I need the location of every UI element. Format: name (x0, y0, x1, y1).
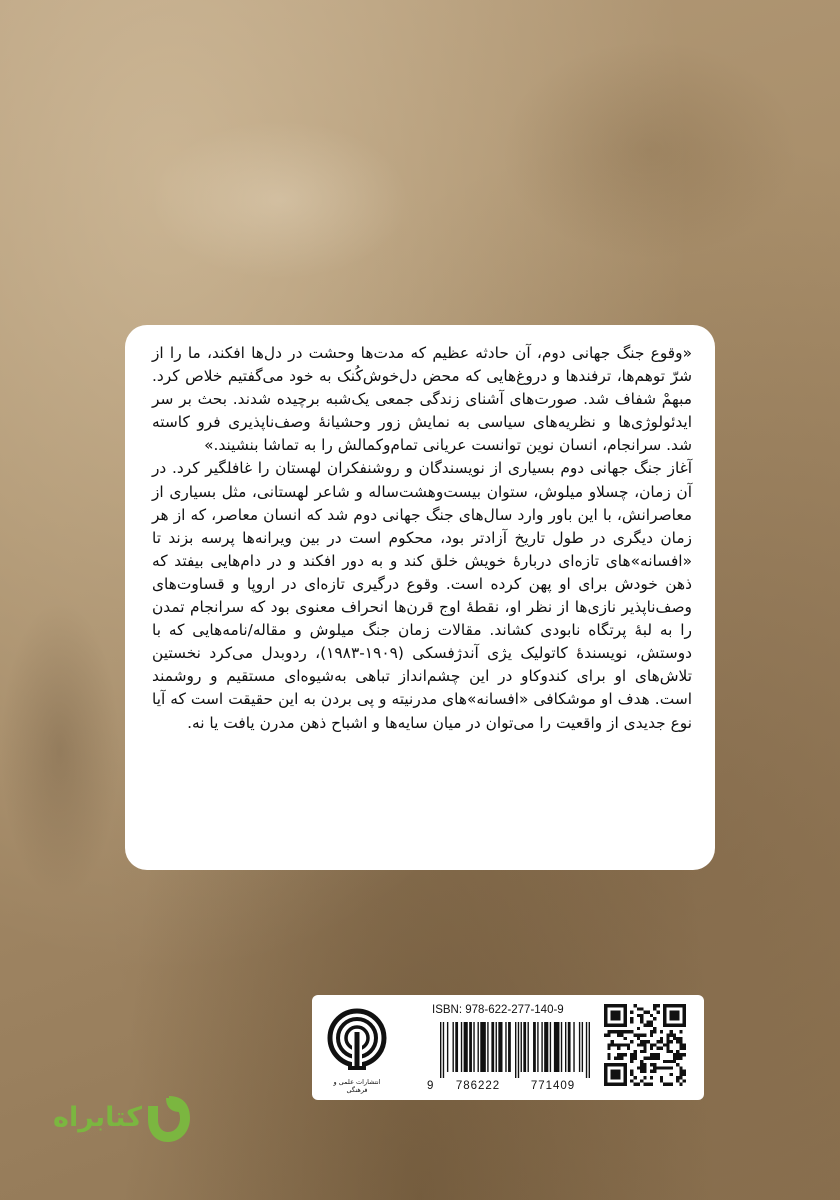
qr-module (620, 1043, 623, 1046)
qr-module (643, 1050, 646, 1053)
qr-module (637, 1007, 640, 1010)
barcode-bar (508, 1022, 511, 1072)
qr-module (650, 1024, 653, 1027)
qr-module (643, 1024, 646, 1027)
qr-module (679, 1073, 682, 1076)
qr-module (663, 1083, 666, 1086)
qr-module (666, 1066, 669, 1069)
qr-module (624, 1043, 627, 1046)
qr-module (643, 1047, 646, 1050)
qr-module (653, 1027, 656, 1030)
qr-module (660, 1079, 663, 1082)
qr-module (640, 1043, 643, 1046)
barcode-bar (521, 1022, 522, 1072)
qr-module (670, 1034, 673, 1037)
qr-module (666, 1040, 669, 1043)
barcode-digits-left: 786222 (455, 1080, 501, 1092)
qr-module (660, 1076, 663, 1079)
barcode-bar (554, 1022, 560, 1072)
qr-module (653, 1056, 656, 1059)
qr-module (617, 1053, 620, 1056)
barcode (440, 1022, 590, 1078)
qr-module (676, 1040, 679, 1043)
barcode-bar (550, 1022, 551, 1072)
qr-module (640, 1066, 643, 1069)
qr-module (620, 1030, 623, 1033)
barcode-bar (440, 1022, 441, 1078)
qr-module (604, 1034, 607, 1037)
qr-module (670, 1040, 673, 1043)
qr-module (656, 1053, 659, 1056)
qr-module (650, 1053, 653, 1056)
qr-module (660, 1030, 663, 1033)
qr-module (640, 1060, 643, 1063)
qr-module (620, 1053, 623, 1056)
qr-module (660, 1066, 663, 1069)
qr-module (607, 1043, 610, 1046)
qr-module (643, 1076, 646, 1079)
qr-module (634, 1034, 637, 1037)
qr-module (643, 1083, 646, 1086)
qr-module (643, 1034, 646, 1037)
qr-module (653, 1030, 656, 1033)
barcode-bar (528, 1022, 529, 1072)
qr-module (670, 1030, 673, 1033)
qr-module (624, 1053, 627, 1056)
qr-module (666, 1060, 669, 1063)
qr-module (640, 1070, 643, 1073)
qr-module (630, 1079, 633, 1082)
qr-module (679, 1043, 682, 1046)
qr-module (640, 1014, 643, 1017)
qr-module (643, 1040, 646, 1043)
qr-module (650, 1043, 653, 1046)
qr-module (653, 1017, 656, 1020)
qr-module (607, 1056, 610, 1059)
qr-module (630, 1060, 633, 1063)
qr-module (650, 1020, 653, 1023)
qr-module (614, 1043, 617, 1046)
qr-module (643, 1056, 646, 1059)
qr-module (679, 1047, 682, 1050)
qr-module (666, 1083, 669, 1086)
barcode-bar (478, 1022, 479, 1072)
qr-module (663, 1060, 666, 1063)
qr-module (634, 1076, 637, 1079)
qr-module (676, 1037, 679, 1040)
qr-module (634, 1056, 637, 1059)
qr-module (640, 1050, 643, 1053)
qr-module (683, 1079, 686, 1082)
qr-module (663, 1043, 666, 1046)
qr-module (683, 1070, 686, 1073)
paper-texture-shadow-left (0, 600, 120, 900)
blurb-body: آغاز جنگ جهانی دوم بسیاری از نویسندگان و روشنفکران لهستان را غافلگیر کرد. در آن زمان، چسلاو میلوش، ستوان بیست‌وهشت‌ساله و شاعر لهستانی، مثل بسیاری از معاصرانش، با این باور وارد سال‌های جنگ جهانی دوم شد که انسان معاصر، که از هر زمان دیگری در طول تاریخ آزادتر بود، محکوم است در بین ویرانه‌ها پرسه بزند تا «افسانه»های تازه‌ای دربارهٔ خویش خلق کند و به دور افکند و در دام‌هایی بیفتد که ذهن خودش برای او پهن کرده است. وقوع درگیری تازه‌ای در اروپا و قساوت‌های وصف‌ناپذیر نازی‌ها از نظر او، نقطهٔ اوج قرن‌ها انحراف معنوی بود که سرانجام تمدن را به لبهٔ پرتگاه نابودی کشاند. مقالات زمان جنگ میلوش و مقاله/نامه‌هایی که با دوستش، نویسندهٔ کاتولیک یژی آندژفسکی (۱۹۰۹-۱۹۸۳)، ردوبدل می‌کرد نخستین تلاش‌های او برای کندوکاو در این چشم‌انداز تباهی به‌شیوه‌ای مستقیم و روشمند است. هدف او موشکافی «افسانه»های مدرنیته و پی بردن به این حقیقت است که آیا نوع جدیدی از واقعیت را می‌توان در میان سایه‌ها و اشباح ذهن مدرن یافت یا نه. (152, 459, 692, 732)
qr-module (630, 1056, 633, 1059)
publisher-name: انتشارات علمی و فرهنگی (333, 1078, 381, 1094)
barcode-bar (447, 1022, 448, 1072)
qr-module (660, 1037, 663, 1040)
qr-module (650, 1030, 653, 1033)
qr-module (666, 1043, 669, 1046)
qr-module (607, 1047, 610, 1050)
barcode-bar (518, 1022, 519, 1078)
barcode-bar (541, 1022, 542, 1072)
qr-module (650, 1070, 653, 1073)
qr-module (611, 1030, 614, 1033)
barcode-bar (533, 1022, 536, 1072)
qr-module (634, 1050, 637, 1053)
qr-module (670, 1083, 673, 1086)
ketabrah-logo-icon (146, 1094, 192, 1144)
qr-module (640, 1079, 643, 1082)
qr-module (673, 1034, 676, 1037)
qr-module (617, 1034, 620, 1037)
qr-module (630, 1020, 633, 1023)
qr-module (656, 1066, 659, 1069)
qr-module (666, 1050, 669, 1053)
barcode-bar (469, 1022, 472, 1072)
qr-module (627, 1043, 630, 1046)
qr-module (670, 1050, 673, 1053)
qr-module (650, 1083, 653, 1086)
qr-module (647, 1083, 650, 1086)
barcode-bar (461, 1022, 462, 1072)
barcode-bar (473, 1022, 474, 1072)
barcode-bar (453, 1022, 454, 1072)
qr-module (630, 1053, 633, 1056)
qr-module (653, 1043, 656, 1046)
isbn-number: ISBN: 978-622-277-140-9 (432, 1004, 564, 1016)
qr-module (637, 1014, 640, 1017)
qr-module (679, 1040, 682, 1043)
qr-module (650, 1056, 653, 1059)
qr-module (679, 1053, 682, 1056)
barcode-bar (491, 1022, 494, 1072)
qr-module (630, 1073, 633, 1076)
qr-module (683, 1043, 686, 1046)
qr-module (663, 1066, 666, 1069)
qr-module (617, 1030, 620, 1033)
qr-module (653, 1007, 656, 1010)
qr-module (643, 1063, 646, 1066)
qr-module (666, 1037, 669, 1040)
qr-module (643, 1043, 646, 1046)
qr-module (624, 1030, 627, 1033)
qr-module (679, 1070, 682, 1073)
qr-module (627, 1030, 630, 1033)
qr-module (637, 1037, 640, 1040)
qr-module (647, 1056, 650, 1059)
qr-module (670, 1011, 680, 1021)
barcode-bar (561, 1022, 562, 1072)
barcode-digit-lead: 9 (427, 1080, 434, 1092)
qr-module (617, 1056, 620, 1059)
qr-module (643, 1070, 646, 1073)
barcode-bar (573, 1022, 574, 1072)
qr-module (679, 1030, 682, 1033)
qr-module (634, 1053, 637, 1056)
qr-module (660, 1047, 663, 1050)
barcode-bar (586, 1022, 587, 1078)
barcode-bar (544, 1022, 548, 1072)
barcode-bar (565, 1022, 566, 1072)
qr-module (670, 1066, 673, 1069)
qr-module (656, 1047, 659, 1050)
qr-module (679, 1037, 682, 1040)
qr-module (676, 1050, 679, 1053)
qr-module (676, 1053, 679, 1056)
qr-module (660, 1040, 663, 1043)
qr-module (650, 1014, 653, 1017)
qr-module (611, 1070, 621, 1080)
qr-module (647, 1024, 650, 1027)
qr-module (647, 1020, 650, 1023)
qr-module (617, 1047, 620, 1050)
qr-module (634, 1004, 637, 1007)
qr-module (640, 1017, 643, 1020)
barcode-bar (505, 1022, 506, 1072)
barcode-digits-right: 771409 (530, 1080, 576, 1092)
qr-module (673, 1056, 676, 1059)
qr-module (676, 1063, 679, 1066)
qr-module (640, 1034, 643, 1037)
qr-module (640, 1063, 643, 1066)
qr-module (607, 1053, 610, 1056)
qr-module (653, 1053, 656, 1056)
qr-module (650, 1034, 653, 1037)
qr-module (611, 1040, 614, 1043)
qr-module (647, 1040, 650, 1043)
qr-module (656, 1004, 659, 1007)
qr-module (666, 1047, 669, 1050)
qr-module (653, 1004, 656, 1007)
qr-module (683, 1073, 686, 1076)
barcode-bar (515, 1022, 516, 1078)
qr-module (683, 1053, 686, 1056)
qr-module (676, 1056, 679, 1059)
paper-texture-highlight (150, 120, 410, 280)
qr-module (614, 1030, 617, 1033)
paper-texture-shadow (500, 40, 800, 260)
qr-module (620, 1056, 623, 1059)
qr-module (673, 1060, 676, 1063)
qr-module (643, 1011, 646, 1014)
qr-module (653, 1070, 656, 1073)
qr-module (683, 1047, 686, 1050)
qr-module (637, 1027, 640, 1030)
qr-module (670, 1073, 673, 1076)
barcode-bar (487, 1022, 488, 1072)
barcode-bar (480, 1022, 486, 1072)
barcode-bar (464, 1022, 468, 1072)
qr-module (676, 1079, 679, 1082)
qr-module (650, 1047, 653, 1050)
qr-module (611, 1043, 614, 1046)
qr-module (679, 1056, 682, 1059)
qr-module (656, 1011, 659, 1014)
qr-module (637, 1034, 640, 1037)
qr-module (620, 1034, 623, 1037)
qr-module (650, 1076, 653, 1079)
qr-module (624, 1037, 627, 1040)
qr-module (617, 1043, 620, 1046)
qr-module (640, 1020, 643, 1023)
qr-module (656, 1056, 659, 1059)
ketabrah-wordmark: كتابراه (53, 1102, 142, 1133)
qr-module (637, 1066, 640, 1069)
barcode-bar (455, 1022, 458, 1072)
qr-module (640, 1040, 643, 1043)
qr-module (647, 1011, 650, 1014)
qr-module (640, 1007, 643, 1010)
qr-code-icon (604, 1004, 686, 1086)
barcode-bar (579, 1022, 580, 1072)
barcode-bar (523, 1022, 526, 1072)
qr-module (637, 1043, 640, 1046)
qr-module (607, 1034, 610, 1037)
back-cover-blurb (152, 342, 692, 735)
qr-module (676, 1076, 679, 1079)
qr-module (643, 1066, 646, 1069)
barcode-bar (496, 1022, 497, 1072)
qr-module (679, 1076, 682, 1079)
blurb-quote: «وقوع جنگ جهانی دوم، آن حادثه عظیم که مدت‌ها وحشت در دل‌ها افکند، ما را از شرّ توهم‌ها، ترفندها و دروغ‌هایی که محض دل‌خوش‌کُنک به خود می‌گفتیم خلاص کرد. مبهمْ شفاف شد. صورت‌های آشنای زندگی جمعی یک‌شبه برچیده شدند. بحث بر سر ایدئولوژی‌ها و نظریه‌های سیاسی به نمایش زور وحشیانهٔ وصف‌ناپذیری فرو کاسته شد. سرانجام، انسان نوین توانست عریانی تمام‌وکمالش را به تماشا بنشیند.» (152, 344, 692, 455)
barcode-bar (589, 1022, 590, 1078)
qr-module (630, 1011, 633, 1014)
qr-module (650, 1063, 653, 1066)
qr-module (611, 1011, 621, 1021)
barcode-bar (582, 1022, 583, 1072)
qr-module (670, 1060, 673, 1063)
qr-module (637, 1083, 640, 1086)
qr-module (607, 1030, 610, 1033)
qr-module (630, 1070, 633, 1073)
qr-module (673, 1037, 676, 1040)
qr-module (630, 1017, 633, 1020)
qr-module (627, 1047, 630, 1050)
qr-module (614, 1056, 617, 1059)
barcode-bar (568, 1022, 571, 1072)
barcode-bar (443, 1022, 444, 1078)
qr-module (679, 1066, 682, 1069)
qr-module (673, 1053, 676, 1056)
qr-module (653, 1066, 656, 1069)
qr-module (630, 1040, 633, 1043)
qr-module (634, 1083, 637, 1086)
qr-module (653, 1063, 656, 1066)
barcode-bar (537, 1022, 538, 1072)
qr-module (666, 1034, 669, 1037)
qr-module (656, 1040, 659, 1043)
qr-module (679, 1083, 682, 1086)
barcode-bar (498, 1022, 502, 1072)
qr-module (630, 1030, 633, 1033)
